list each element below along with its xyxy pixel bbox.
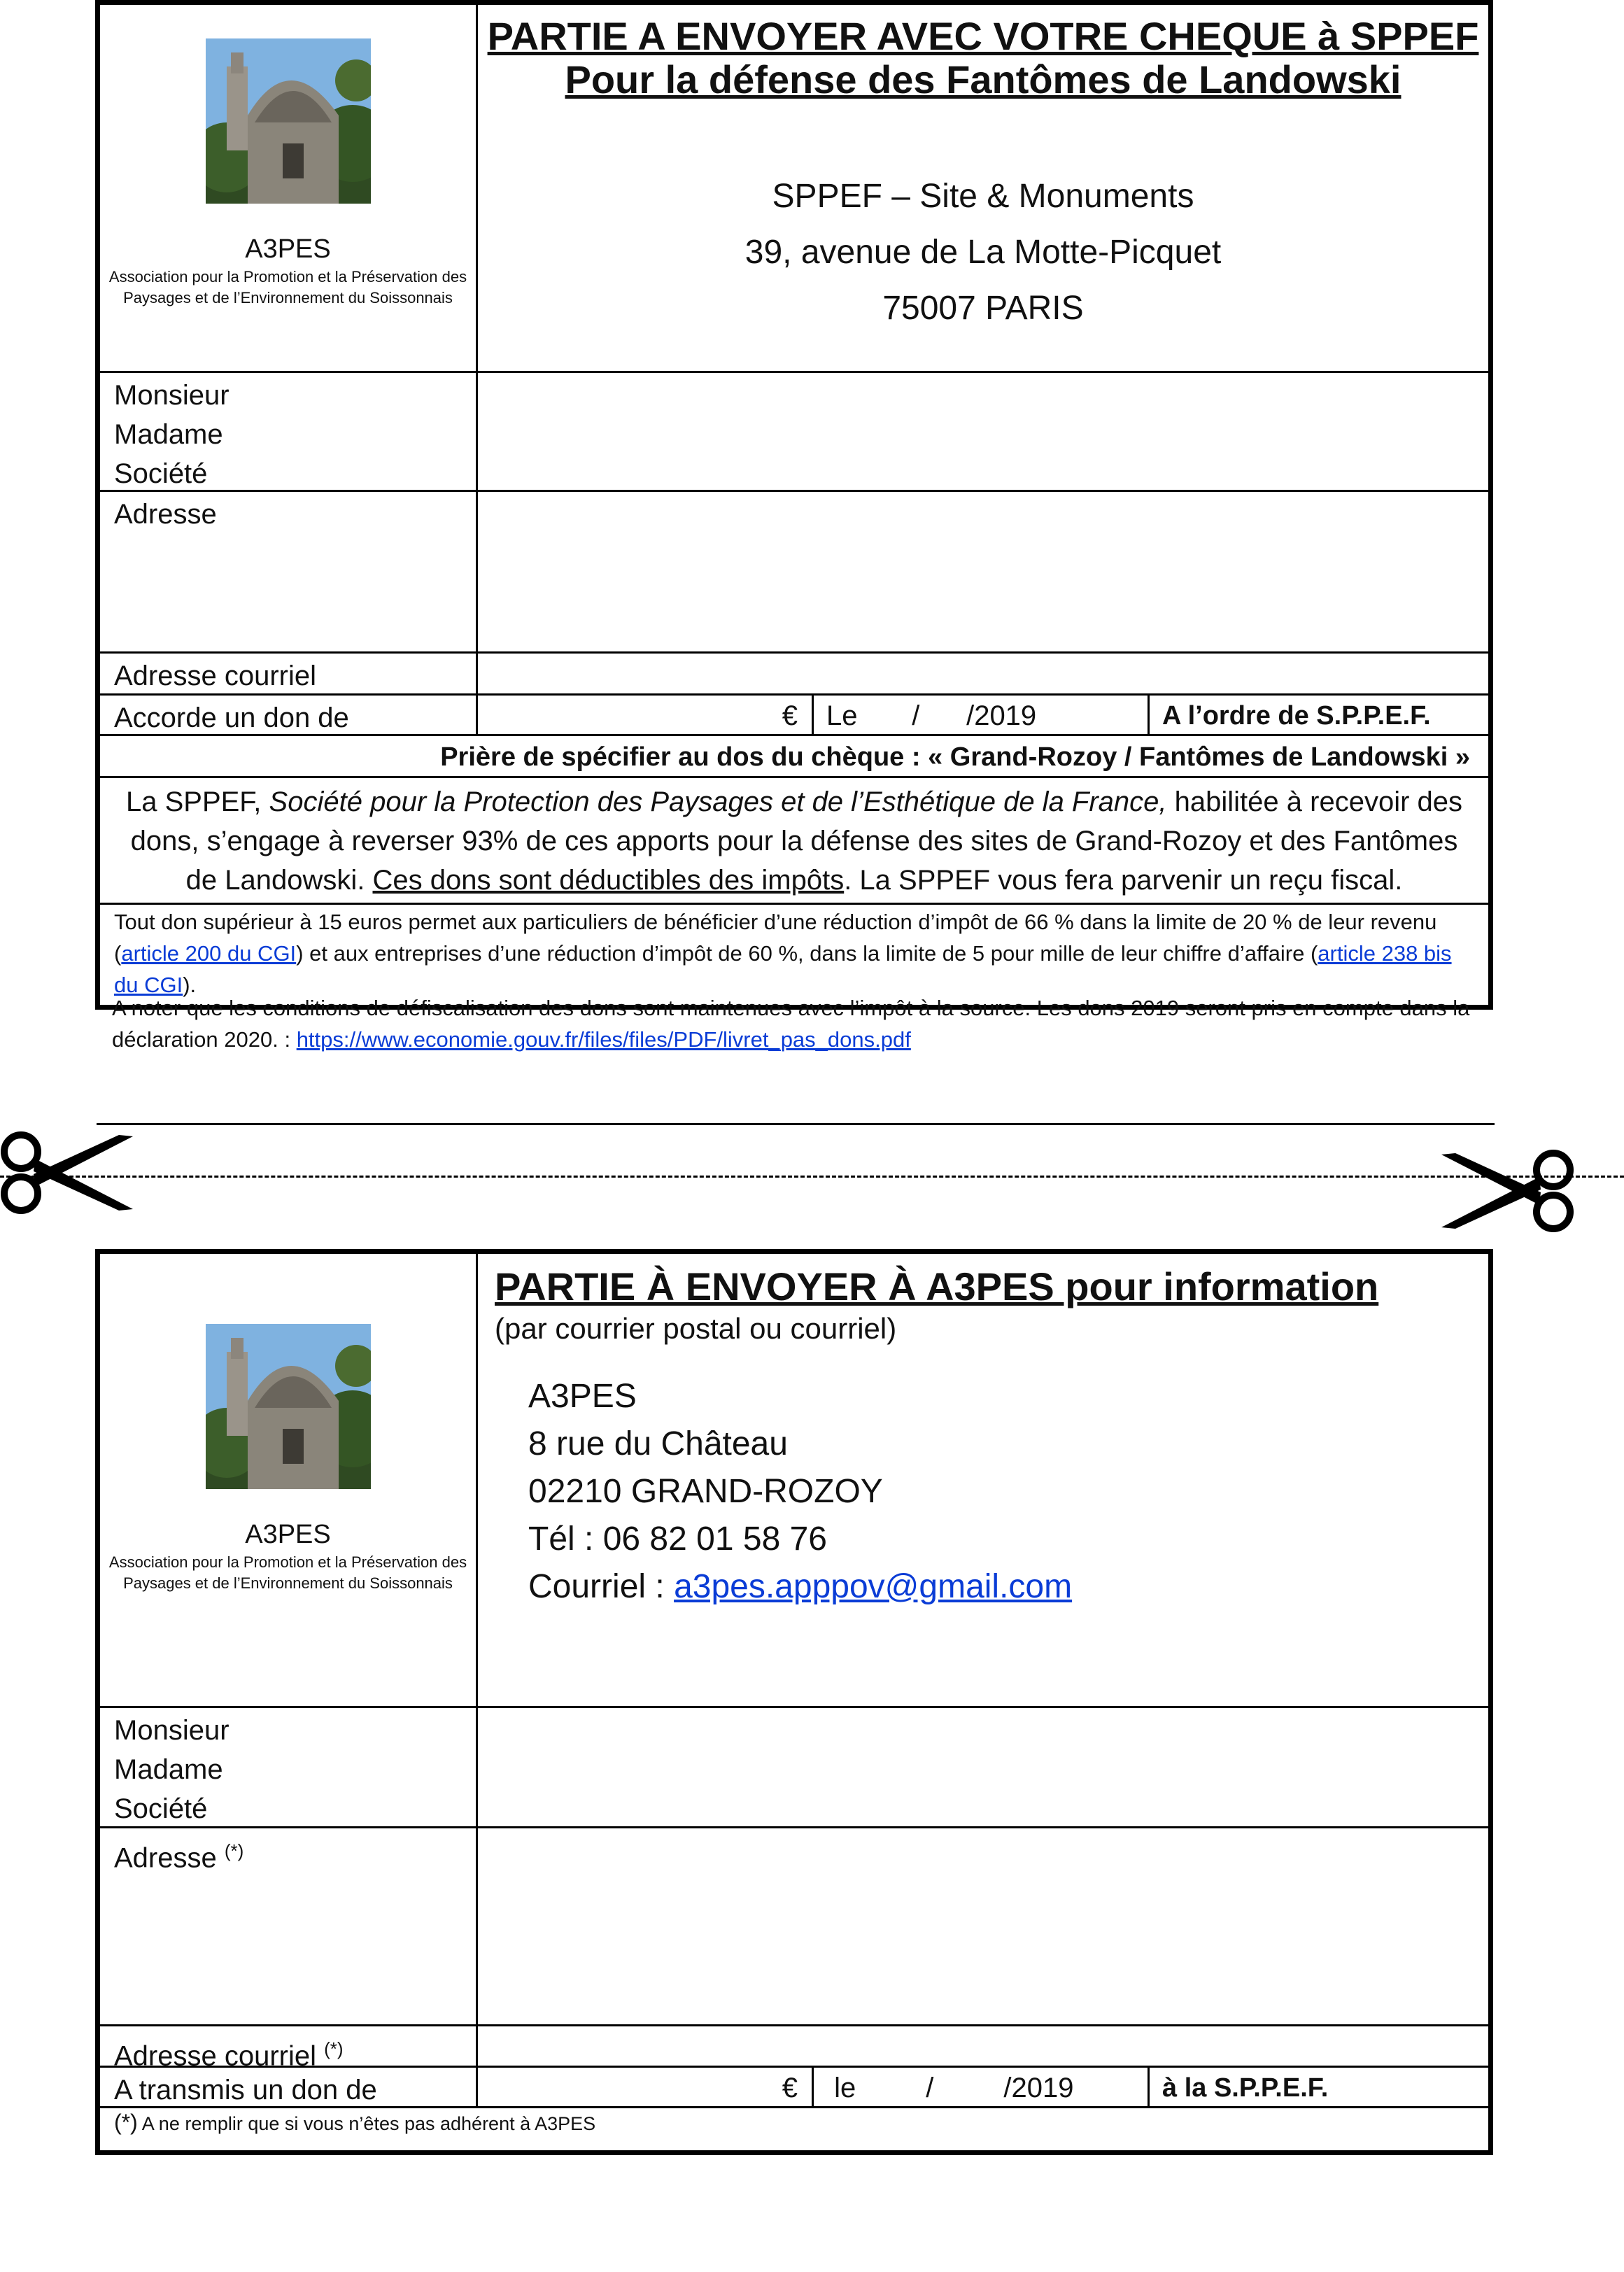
title-line-2: Pour la défense des Fantômes de Landowski	[565, 57, 1401, 101]
date-field[interactable]: Le / /2019	[814, 696, 1150, 734]
header-row	[100, 5, 1488, 371]
scissors-icon	[0, 1127, 140, 1218]
asterisk-marker: (*)	[324, 2038, 344, 2059]
label-courriel	[100, 2026, 478, 2072]
tax-row	[100, 903, 1488, 1005]
association-name: A3PES	[245, 1520, 331, 1549]
don-row	[100, 2066, 1488, 2106]
label-adresse: Adresse	[100, 492, 478, 651]
footnote-marker: (*)	[114, 2110, 138, 2135]
euro-sign: €	[782, 2073, 798, 2103]
amount-field[interactable]	[478, 696, 814, 734]
para-italic: Société pour la Protection des Paysages et de l’Esthétique de la France,	[269, 786, 1167, 817]
amount-field[interactable]	[478, 2068, 814, 2106]
para-underline: Ces dons sont déductibles des impôts	[372, 865, 845, 896]
footnote-text: A ne remplir que si vous n’êtes pas adhérent à A3PES	[137, 2113, 596, 2134]
date-field[interactable]: le / /2019	[814, 2068, 1150, 2106]
name-field[interactable]	[478, 373, 1488, 490]
address-field[interactable]	[478, 1828, 1488, 2024]
separator-line	[97, 1123, 1495, 1125]
tax-text	[100, 905, 1488, 1005]
address-line: A3PES	[528, 1378, 637, 1415]
email-field[interactable]	[478, 2026, 1488, 2066]
footnote	[100, 2108, 1488, 2150]
economie-gouv-link[interactable]: https://www.economie.gouv.fr/files/files/PDF/livret_pas_dons.pdf	[296, 1027, 911, 1052]
cut-line	[0, 1176, 1624, 1178]
tax-text-part: Tout don supérieur à 15 euros permet aux particuliers de bénéficier d’une réduction d’impôt de 66 % dans la limite de 20 % de leur revenu (	[114, 910, 1437, 966]
cheque-note-row	[100, 734, 1488, 776]
chapel-photo-icon	[206, 38, 371, 204]
tax-text-part: ).	[183, 973, 197, 997]
address-line: 02210 GRAND-ROZOY	[528, 1473, 883, 1510]
address-line: 8 rue du Château	[528, 1425, 788, 1462]
defiscalisation-note	[112, 992, 1483, 1055]
header-content	[478, 1254, 1488, 1706]
email-label: Courriel :	[528, 1568, 675, 1605]
page-title: PARTIE À ENVOYER À A3PES pour information	[495, 1264, 1379, 1308]
email-row	[100, 651, 1488, 693]
address-line: 75007 PARIS	[882, 290, 1084, 327]
label-adresse	[100, 1828, 478, 2024]
address-line: 39, avenue de La Motte-Picquet	[744, 234, 1222, 271]
association-description: Association pour la Promotion et la Préservation des Paysages et de l’Environnement du Soissonnais	[108, 1553, 467, 1592]
address-line: Tél : 06 82 01 58 76	[528, 1520, 827, 1558]
label-courriel: Adresse courriel	[100, 654, 478, 693]
payee-label: A l’ordre de S.P.P.E.F.	[1162, 701, 1431, 731]
para-text: La SPPEF,	[125, 786, 269, 817]
article-200-link[interactable]: article 200 du CGI	[121, 941, 297, 966]
footnote-row	[100, 2106, 1488, 2150]
title-line-1: PARTIE A ENVOYER AVEC VOTRE CHEQUE à SPPEF	[487, 14, 1479, 58]
email-row	[100, 2024, 1488, 2072]
label-courriel-text: Adresse courriel	[114, 2040, 325, 2072]
para-text: habilitée à recevoir des dons, s’engage à reverser 93% de ces apports pour la défense des sites de Grand-Rozoy et des Fantômes de Landowski.	[130, 786, 1463, 896]
address-row	[100, 490, 1488, 651]
label-monsieur: Monsieur	[114, 1715, 230, 1746]
name-row	[100, 1706, 1488, 1826]
form-sppef	[95, 0, 1493, 1010]
label-madame: Madame	[114, 1754, 223, 1785]
civility-labels	[100, 1708, 478, 1826]
chapel-photo-icon	[206, 1324, 371, 1489]
name-field[interactable]	[478, 1708, 1488, 1826]
sppef-address	[478, 169, 1488, 337]
address-row	[100, 1826, 1488, 2024]
a3pes-address	[478, 1373, 1488, 1611]
email-line	[528, 1563, 1488, 1611]
label-madame: Madame	[114, 419, 223, 450]
header-content	[478, 5, 1488, 371]
label-adresse-text: Adresse	[114, 1842, 225, 1874]
page-title	[478, 5, 1488, 101]
email-link[interactable]: a3pes.apppov@gmail.com	[674, 1568, 1073, 1605]
civility-labels	[100, 373, 478, 490]
recipient-label: à la S.P.P.E.F.	[1162, 2073, 1329, 2103]
don-row	[100, 693, 1488, 734]
para-text: . La SPPEF vous fera parvenir un reçu fiscal.	[844, 865, 1403, 896]
address-field[interactable]	[478, 492, 1488, 651]
info-paragraph	[100, 778, 1488, 903]
label-monsieur: Monsieur	[114, 380, 230, 411]
note-text: A noter que les conditions de défiscalisation des dons sont maintenues avec l’impôt à la source. Les dons 2019 seront pris en compte dans la déclaration 2020. :	[112, 996, 1470, 1052]
form-a3pes	[95, 1249, 1493, 2155]
email-field[interactable]	[478, 654, 1488, 693]
association-name: A3PES	[245, 234, 331, 264]
scissors-icon	[1434, 1145, 1574, 1236]
asterisk-marker: (*)	[224, 1840, 244, 1861]
association-description: Association pour la Promotion et la Préservation des Paysages et de l’Environnement du Soissonnais	[108, 268, 467, 306]
name-row	[100, 371, 1488, 490]
logo-block	[100, 1254, 478, 1706]
address-line: SPPEF – Site & Monuments	[772, 178, 1194, 215]
info-paragraph-row	[100, 776, 1488, 903]
euro-sign: €	[782, 700, 798, 731]
label-societe: Société	[114, 458, 208, 489]
label-don: A transmis un don de	[100, 2068, 478, 2106]
header-row	[100, 1254, 1488, 1706]
cheque-note: Prière de spécifier au dos du chèque : « Grand-Rozoy / Fantômes de Landowski »	[440, 742, 1470, 772]
article-238-link[interactable]: article 238 bis du CGI	[114, 941, 1452, 997]
logo-block	[100, 5, 478, 371]
page-subtitle: (par courrier postal ou courriel)	[495, 1312, 897, 1345]
label-societe: Société	[114, 1793, 208, 1824]
tax-text-part: ) et aux entreprises d’une réduction d’impôt de 60 %, dans la limite de 5 pour mille de leur chiffre d’affaire (	[296, 941, 1318, 966]
label-don: Accorde un don de	[100, 696, 478, 734]
